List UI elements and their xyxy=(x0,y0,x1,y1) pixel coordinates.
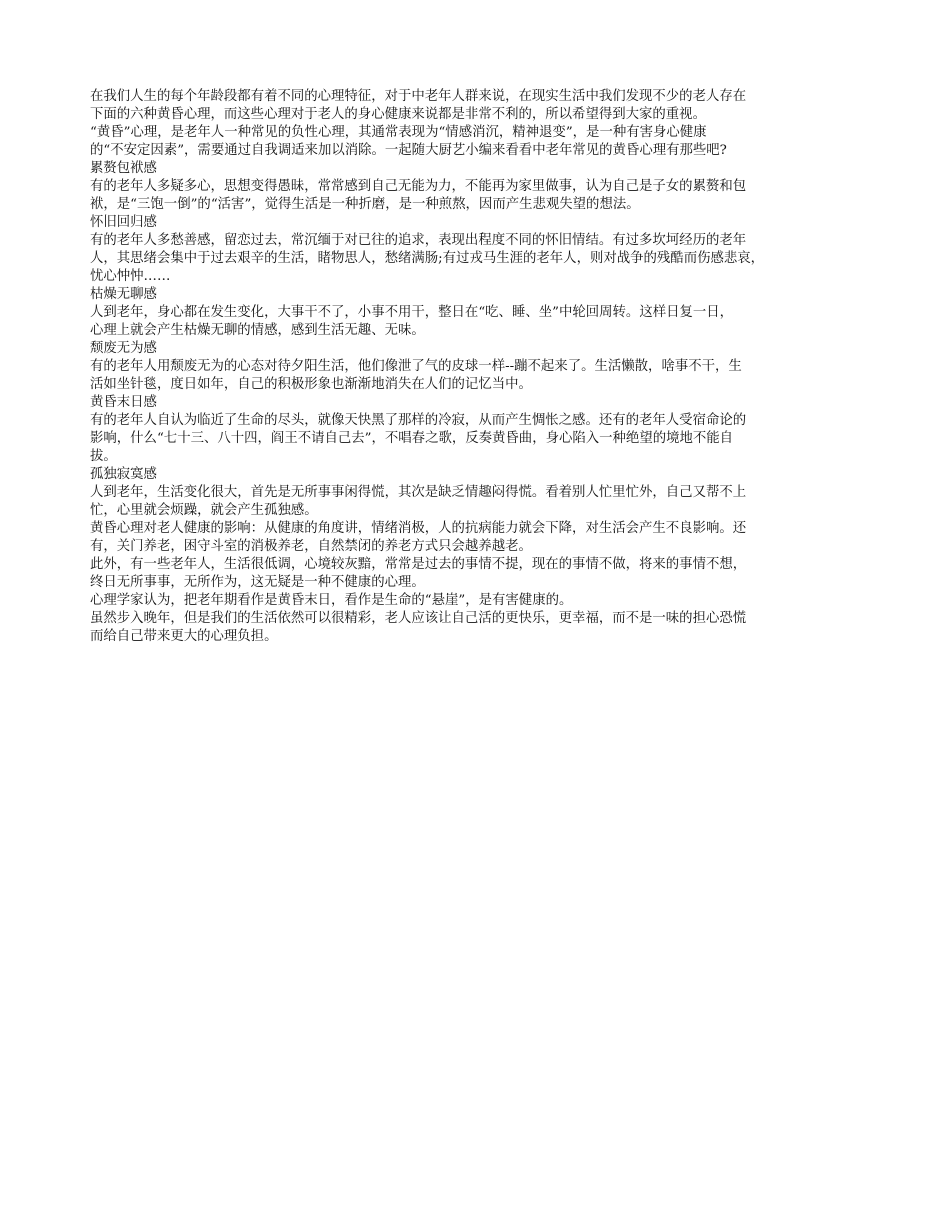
text-line: 拔。 xyxy=(90,449,117,464)
article-body xyxy=(90,88,865,646)
text-line: 在我们人生的每个年龄段都有着不同的心理特征，对于中老年人群来说，在现实生活中我们发现不少的老人存在 xyxy=(90,89,747,104)
text-line: 忧心忡忡…… xyxy=(90,269,171,284)
text-line: 心理学家认为，把老年期看作是黄昏末日，看作是生命的“悬崖”，是有害健康的。 xyxy=(90,593,573,608)
text-line: 虽然步入晚年，但是我们的生活依然可以很精彩，老人应该让自己活的更快乐，更幸福，而不是一味的担心恐慌 xyxy=(90,611,747,626)
section-heading: 怀旧回归感 xyxy=(90,215,157,230)
section-heading: 枯燥无聊感 xyxy=(90,287,157,302)
text-line: 的“不安定因素”，需要通过自我调适来加以消除。一起随大厨艺小编来看看中老年常见的黄昏心理有那些吧? xyxy=(90,143,727,158)
section-heading: 颓废无为感 xyxy=(90,341,157,356)
text-line: 此外，有一些老年人，生活很低调，心境较灰黯，常常是过去的事情不提，现在的事情不做，将来的事情不想， xyxy=(90,557,747,572)
text-line: 人到老年，身心都在发生变化，大事干不了，小事不用干，整日在“吃、睡、坐”中轮回周转。这样日复一日， xyxy=(90,305,734,320)
text-line: 有的老年人自认为临近了生命的尽头，就像天快黑了那样的冷寂，从而产生惆怅之感。还有的老年人受宿命论的 xyxy=(90,413,747,428)
text-line: 有的老年人多疑多心，思想变得愚昧，常常感到自己无能为力，不能再为家里做事，认为自己是子女的累赘和包 xyxy=(90,179,747,194)
text-line: 影响，什么“七十三、八十四，阎王不请自己去”，不唱春之歌，反奏黄昏曲，身心陷入一种绝望的境地不能自 xyxy=(90,431,734,446)
text-line: 有的老年人多愁善感，留恋过去，常沉缅于对已往的追求，表现出程度不同的怀旧情结。有过多坎坷经历的老年 xyxy=(90,233,747,248)
text-line: 有，关门养老，困守斗室的消极养老，自然禁闭的养老方式只会越养越老。 xyxy=(90,539,532,554)
section-heading: 黄昏末日感 xyxy=(90,395,157,410)
text-line: 人到老年，生活变化很大，首先是无所事事闲得慌，其次是缺乏情趣闷得慌。看着别人忙里忙外，自己又帮不上 xyxy=(90,485,747,500)
text-line: 心理上就会产生枯燥无聊的情感，感到生活无趣、无味。 xyxy=(90,323,425,338)
text-line: 袱，是“三饱一倒”的“活害”，觉得生活是一种折磨，是一种煎熬，因而产生悲观失望的想法。 xyxy=(90,197,640,212)
text-line: 黄昏心理对老人健康的影响：从健康的角度讲，情绪消极，人的抗病能力就会下降，对生活会产生不良影响。还 xyxy=(90,521,747,536)
section-heading: 累赘包袱感 xyxy=(90,161,157,176)
text-line: 忙，心里就会烦躁，就会产生孤独感。 xyxy=(90,503,318,518)
text-line: 终日无所事事，无所作为，这无疑是一种不健康的心理。 xyxy=(90,575,425,590)
text-line: 活如坐针毯，度日如年，自己的积极形象也渐渐地消失在人们的记忆当中。 xyxy=(90,377,532,392)
text-line: 人，其思绪会集中于过去艰辛的生活，睹物思人，愁绪满肠;有过戎马生涯的老年人，则对战争的残酷而伤感悲哀， xyxy=(90,251,765,266)
text-line: “黄昏”心理，是老年人一种常见的负性心理，其通常表现为“情感消沉，精神退变”，是一种有害身心健康 xyxy=(90,125,707,140)
text-line: 而给自己带来更大的心理负担。 xyxy=(90,629,278,644)
text-line: 下面的六种黄昏心理，而这些心理对于老人的身心健康来说都是非常不利的，所以希望得到大家的重视。 xyxy=(90,107,706,122)
text-line: 有的老年人用颓废无为的心态对待夕阳生活，他们像泄了气的皮球一样--蹦不起来了。生活懒散，啥事不干，生 xyxy=(90,359,742,374)
section-heading: 孤独寂寞感 xyxy=(90,467,157,482)
